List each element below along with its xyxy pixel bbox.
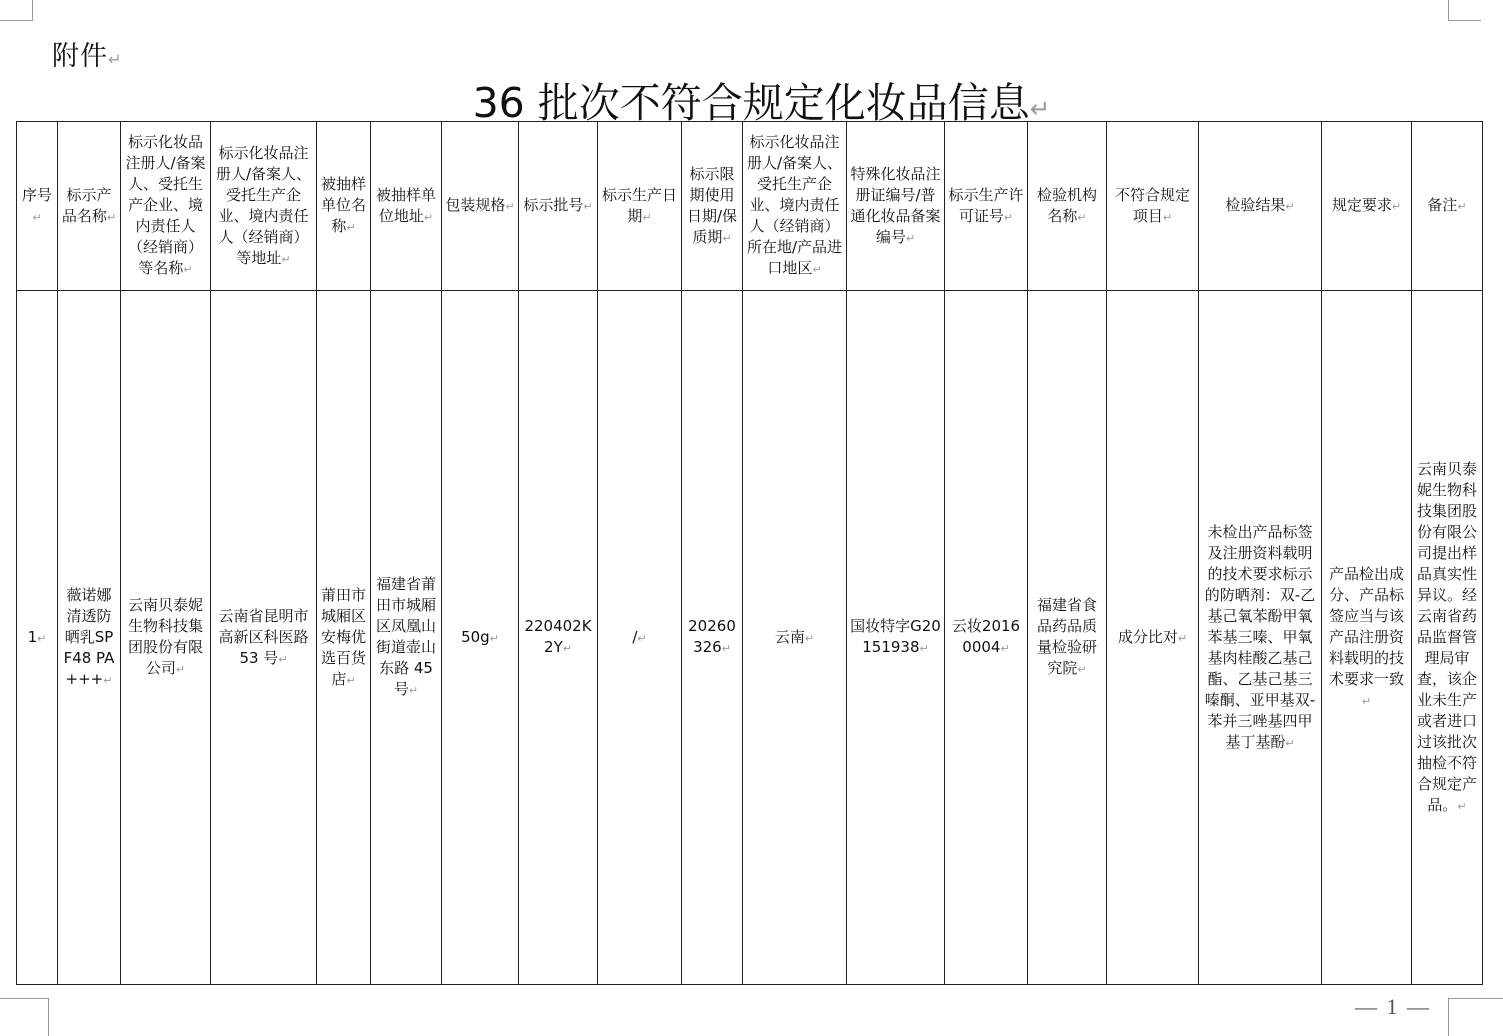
column-header: 序号↵ [17,122,58,291]
cell-registrant-name: 云南贝泰妮生物科技集团股份有限公司↵ [121,291,211,985]
column-header: 检验机构名称↵ [1028,122,1107,291]
column-header: 标示限期使用日期/保质期↵ [682,122,743,291]
corner-mark-bottom-right [1448,998,1503,1036]
cell-testing-institution: 福建省食品药品质量检验研究院↵ [1028,291,1107,985]
column-header: 不符合规定项目↵ [1107,122,1199,291]
column-header: 标示产品名称↵ [58,122,121,291]
cell-product-name: 薇诺娜清透防晒乳SPF48 PA+++↵ [58,291,121,985]
column-header: 规定要求↵ [1322,122,1412,291]
column-header: 标示化妆品注册人/备案人、受托生产企业、境内责任人（经销商）所在地/产品进口地区↵ [743,122,847,291]
table-row [17,291,1483,985]
nonconforming-products-table [16,121,1483,985]
column-header: 检验结果↵ [1199,122,1322,291]
column-header: 标示化妆品注册人/备案人、受托生产企业、境内责任人（经销商）等名称↵ [121,122,211,291]
cell-expiry-date: 20260326↵ [682,291,743,985]
column-header: 包装规格↵ [442,122,519,291]
table-header-row [17,122,1483,291]
cell-requirement: 产品检出成分、产品标签应当与该产品注册资料载明的技术要求一致↵ [1322,291,1412,985]
cell-package-spec: 50g↵ [442,291,519,985]
attachment-label-text: 附件 [52,41,108,72]
cell-remarks: 云南贝泰妮生物科技集团股份有限公司提出样品真实性异议。经云南省药品监督管理局审查，该企业未生产或者进口过该批次抽检不符合规定产品。↵ [1412,291,1483,985]
cell-sampled-unit-name: 莆田市城厢区安梅优选百货店↵ [317,291,371,985]
cell-production-date: /↵ [598,291,682,985]
column-header: 标示生产日期↵ [598,122,682,291]
corner-mark-top-right [1448,0,1481,21]
column-header: 备注↵ [1412,122,1483,291]
column-header: 特殊化妆品注册证编号/普通化妆品备案编号↵ [847,122,945,291]
cell-registration-number: 国妆特字G20151938↵ [847,291,945,985]
cell-test-result: 未检出产品标签及注册资料载明的技术要求标示的防晒剂：双-乙基己氧苯酚甲氧苯基三嗪、甲氧基肉桂酸乙基己酯、乙基己基三嗪酮、亚甲基双-苯并三唑基四甲基丁基酚↵ [1199,291,1322,985]
paragraph-mark-icon: ↵ [1029,94,1051,123]
corner-mark-top-left [0,0,33,21]
attachment-label [52,34,123,73]
corner-mark-bottom-left [0,998,49,1036]
document-title-text: 36 批次不符合规定化妆品信息 [472,79,1030,127]
paragraph-mark-icon: ↵ [108,50,123,69]
column-header: 标示批号↵ [519,122,598,291]
cell-registrant-address: 云南省昆明市高新区科医路 53 号↵ [211,291,317,985]
cell-license-number: 云妆20160004↵ [945,291,1028,985]
column-header: 被抽样单位名称↵ [317,122,371,291]
column-header: 标示生产许可证号↵ [945,122,1028,291]
cell-batch-number: 220402K2Y↵ [519,291,598,985]
page-number: — 1 — [1355,994,1431,1019]
cell-origin-region: 云南↵ [743,291,847,985]
cell-sampled-unit-address: 福建省莆田市城厢区凤凰山街道壶山东路 45 号↵ [371,291,442,985]
cell-nonconforming-item: 成分比对↵ [1107,291,1199,985]
cell-serial-number: 1↵ [17,291,58,985]
column-header: 标示化妆品注册人/备案人、受托生产企业、境内责任人（经销商）等地址↵ [211,122,317,291]
column-header: 被抽样单位地址↵ [371,122,442,291]
